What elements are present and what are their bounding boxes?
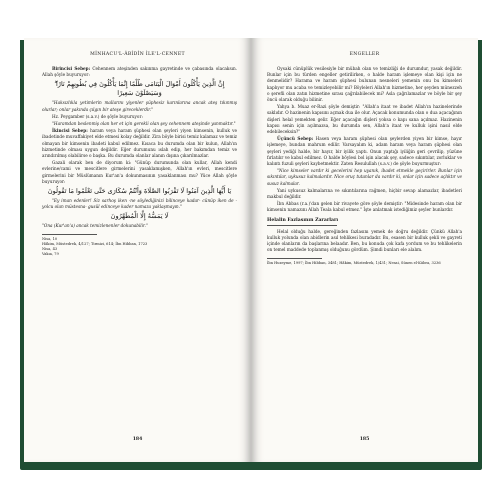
left-page	[24, 38, 251, 462]
quote-1: "Haksızlıkla yetimlerin mallarını yiyenler şüphesiz karınlarına ancak ateş tıkınmış olurlar; onlar yakında çılgın bir ateşe gireceklerdir."	[42, 100, 237, 112]
arabic-verse-1: إِنَّ الَّذِينَ يَأْكُلُونَ أَمْوَالَ الْيَتَامَى ظُلْمًا إِنَّمَا يَأْكُلُونَ فِي بُطُونِهِمْ نَارًا ۖ وَسَيَصْلَوْنَ سَعِيرًا	[54, 80, 225, 98]
footnote: Hâkim, Müstedrek, 4/127; Tirmizi, 614; İbn Hibban, 1723	[42, 241, 148, 246]
book-cover-right-edge	[478, 40, 482, 464]
left-page-number: 184	[132, 437, 143, 442]
right-page-content	[267, 66, 462, 266]
footnote: Nisa, 10	[42, 236, 58, 241]
hadith-intro: Hz. Peygamber (s.a.v.) de şöyle buyuruyor:	[52, 113, 143, 119]
quote-4: "Ona (Kur'an'a) ancak temizlenenler dokunabilir."	[42, 223, 148, 229]
section-title: Helalin Fazlasının Zararları	[267, 217, 339, 223]
gazali-paragraph: Gazali olarak ben de diyorum ki: "Günüp durumunda olan kullar, Allah kendi evlerine/cami ve mescitlere girmelerini yasaklamışken, Allah'ın evleri, mescitlere girmelerini bir Müslümanın Kur'an'a dokunmasının yasaklanması mu? Yüce Allah şöyle buyuruyor:	[42, 160, 237, 184]
quote-3: "Ey iman edenler! Siz sarhoş iken -ne söylediğinizi bilinceye kadar- cünüp iken de -yolcu olan müstesna- gusül edinceye kader namaza yaklaşmayın."	[42, 198, 237, 210]
paragraph: Yani uykusuz kalmalarına ve sıkıntılarına rağmen, hiçbir sevap alamazlar, ibadetleri makbul değildir.	[267, 187, 462, 200]
paragraph: Oysaki cünüplük vesilesiyle bir mübah olan ve temizliği de durumdur, yasak değildir. Bunlar için bu türden engeller getirilirken, o halde haram işlemeye olan kişi için ne denmelidir? Harama ve haram şüphesi bulunan nesneleri yemenin onu bu kimseleri kaplıyor mu acaba ve temizleyebilir mi? Böyleleri Allah'ın hizmetine, her şeyden münezzeh o şerefli olan zatın hizmetine sırası çağrılabilecek mi? Asla çağrılamazlar ve böyle bir şey öncü olarak olduğu bilinir.	[267, 66, 462, 103]
paragraph: Yahya b. Muaz er-Razi şöyle demiştir: "Allah'a itaat ve ibadet Allah'ın hazinelerinde saklıdır. O hazinenin kapısını açmak dua ile olur. Açacak konumunda olan o dua açacağının dişleri helal yemekten gelir. Eğer açacağın dişleri yoksa o kapı sana açılmaz. Hazinenin kapısı senin için açılmazsa, bu durumda sen, Allah'a itaat ve kulluk işini nasıl elde edebileceksin?"	[267, 104, 462, 135]
birinci-sebep-label: Birincisi Sebep:	[52, 66, 91, 71]
hadith-quote: "Nice kimseler vardır ki gecelerini hep uyanık, ibadet etmekle geçirirler. Bunlar için sıkıntılar, uykusuz kalmalardır. Nice oruç tutanlar da vardır ki, onlar için sadece açlıktır ve susuz kalmalar.	[267, 168, 462, 186]
section-title-underline	[267, 225, 337, 226]
footnote: İbn Huzeyme, 1997; İbn Hibban, 3481; Hâkim, Müstedrek, 1/431; Nesai, Sünen el-Kübra, 3236	[267, 260, 441, 265]
footnote: Nisa, 43	[42, 246, 58, 251]
arabic-verse-3: لَا يَمَسُّهُ إِلَّا الْمُطَهَّرُونَ	[110, 212, 169, 221]
ikincisi-sebep-label: İkincisi Sebep:	[52, 128, 88, 134]
paragraph: İbn Abbas (r.a.)'dan gelen bir rivayete göre şöyle demiştir: "Midesinde haram olan bir kimsenin namazını Allah Teala kabul etmez." İşte anlatmak istediğimiz şeyler bunlardır.	[267, 201, 462, 213]
right-page	[251, 38, 478, 462]
birinci-sebep-text: Cehennem ateşinden sakınma gayretinde ve çabasında olacaksın. Allah şöyle buyuruyor:	[42, 66, 237, 78]
right-page-number: 185	[359, 437, 370, 442]
paragraph: Helal olduğu halde, gereğinden fazlasını yemek de doğru değildir. Çünkü Allah'a kulluk yolunda olan abidlerin asıl tehlikesi buradadır. Bu, esasen bir kulluk şekli ve gayreti içinde olanların da başlarına belaadır. Ben, bu konuda çok kafa yordum ve bu tehlikelerin on temel maddede toplanmış olduğunu gördüm. Şimdi bunları ele alalım.	[267, 228, 462, 253]
ucuncu-sebep-text: Hasen veya haram şüphesi olan şeylerden yiyen bir kimse, hayır işlemeye, bundan mahrum edilir. Varsayalım ki, adam haram veya haram şüphesi olan şeyleri yediği halde, bir hayır, bir iyilik yaptı. Onun yaptığı iyiliğin geri çevrilip, yüzüne fırlatılır ve kabul edilmez. O halde böylesi bol işin alacak şey, sadece sıkıntılar, zorluklar ve kalıntı fuzuli şeyleri kaybetmektir. Zaten Resulullah (s.a.v.) de şöyle buyurmuştur:	[267, 136, 462, 167]
footnote-divider	[267, 258, 322, 259]
footnote-divider	[42, 234, 97, 235]
arabic-verse-2: يَا أَيُّهَا الَّذِينَ آمَنُوا لَا تَقْرَبُوا الصَّلَاةَ وَأَنْتُمْ سُكَارَى حَتَّى تَعْلَمُوا مَا تَقُولُونَ	[47, 187, 232, 196]
ikincisi-sebep-text: haram veya haram şüphesi olan şeyleri yiyen kimsenin, kulluk ve ibadetinde muvaffakiyet elde etmesi kolay değildir. Zira böyle birisi temiz kalamaz ve temiz olmayan bir kimsenin ibadeti kabul edilmez. Kısaca bu durumda olan bir kulun, Allah'ın hizmetinde olması uygun değildir. Eğer durumunu ıslah edip, her bakımdan temiz ve arındırılmış olabilirse o başka. Bu durumda olanlar alanın dışına çıkarılmazlar.	[42, 128, 238, 159]
footnote: Vakıa, 79	[42, 251, 59, 256]
ucuncu-sebep-label: Üçüncü Sebep:	[277, 136, 314, 142]
right-page-header: ENGELLER	[349, 52, 380, 57]
left-page-header: MİNHACU'L-ÂBİDÎN İLE'L-CENNET	[90, 52, 185, 57]
quote-2: "Haramdan beslenmiş olan her et için gerekli olan şey cehennem ateşinde yanmaktır."	[52, 121, 236, 127]
left-page-content	[42, 66, 237, 257]
